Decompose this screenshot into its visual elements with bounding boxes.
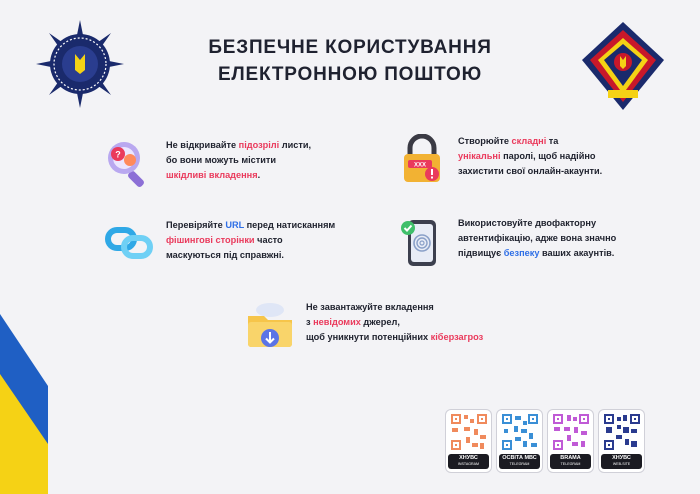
tip2-line3: захистити свої онлайн-акаунти. — [458, 166, 603, 176]
qr-title: BRAMA — [560, 455, 581, 461]
tip5-line1: Не завантажуйте вкладення — [306, 302, 434, 312]
university-shield-emblem — [580, 20, 666, 112]
link-chain-icon — [104, 218, 156, 270]
svg-text:?: ? — [115, 149, 121, 160]
tip2-line2: унікальні паролі, щоб надійно — [458, 151, 596, 161]
tip-attachments — [244, 300, 483, 352]
tip-check-url — [104, 218, 335, 270]
magnifier-question-icon — [104, 138, 156, 190]
tip1-line2: бо вони можуть містити — [166, 155, 277, 165]
qr-subtitle: TELEGRAM — [560, 462, 581, 466]
tip3-line2: фішингові сторінки часто — [166, 235, 283, 245]
tip1-line3: шкідливі вкладення. — [166, 170, 261, 180]
qr-code-icon — [501, 413, 539, 451]
qr-code-icon — [450, 413, 488, 451]
title-line-1: БЕЗПЕЧНЕ КОРИСТУВАННЯ — [208, 37, 492, 58]
tip4-line2: автентифікацію, адже вона значно — [458, 233, 617, 243]
qr-instagram[interactable] — [446, 410, 491, 472]
qr-code-row — [446, 410, 644, 472]
qr-subtitle: WEB-SITE — [612, 462, 631, 466]
qr-title: ХНУВС — [612, 455, 631, 461]
phone-fingerprint-icon — [396, 216, 448, 268]
qr-title: ОСВІТА МВС — [502, 455, 537, 461]
tip4-line1: Використовуйте двофакторну — [458, 218, 597, 228]
page-title — [130, 34, 570, 88]
tip4-line3: підвищує безпеку ваших акаунтів. — [458, 248, 615, 258]
tip2-line1: Створюйте складні та — [458, 136, 559, 146]
qr-subtitle: TELEGRAM — [509, 462, 530, 466]
tip3-line1: Перевіряйте URL перед натисканням — [166, 220, 336, 230]
padlock-xxx-label: XXX — [413, 162, 427, 169]
padlock-password-icon — [396, 134, 448, 186]
tip-passwords — [396, 134, 602, 186]
tip1-line1: Не відкривайте підозрілі листи, — [166, 140, 312, 150]
tip5-line3: щоб уникнути потенційних кіберзагроз — [306, 332, 484, 342]
qr-code-icon — [552, 413, 590, 451]
qr-website[interactable] — [599, 410, 644, 472]
tip3-line3: маскуються під справжні. — [166, 250, 284, 260]
qr-telegram-osvita[interactable] — [497, 410, 542, 472]
title-line-2: ЕЛЕКТРОННОЮ ПОШТОЮ — [217, 64, 483, 85]
ukraine-flag-corner — [0, 314, 48, 494]
tip-two-factor — [396, 216, 616, 268]
tip-suspicious-emails — [104, 138, 311, 190]
qr-telegram-brama[interactable] — [548, 410, 593, 472]
qr-code-icon — [603, 413, 641, 451]
tip5-line2: з невідомих джерел, — [306, 317, 400, 327]
qr-title: ХНУВС — [459, 455, 478, 461]
ministry-star-emblem — [36, 20, 124, 108]
qr-subtitle: INSTAGRAM — [457, 462, 480, 466]
folder-download-icon — [244, 300, 296, 352]
